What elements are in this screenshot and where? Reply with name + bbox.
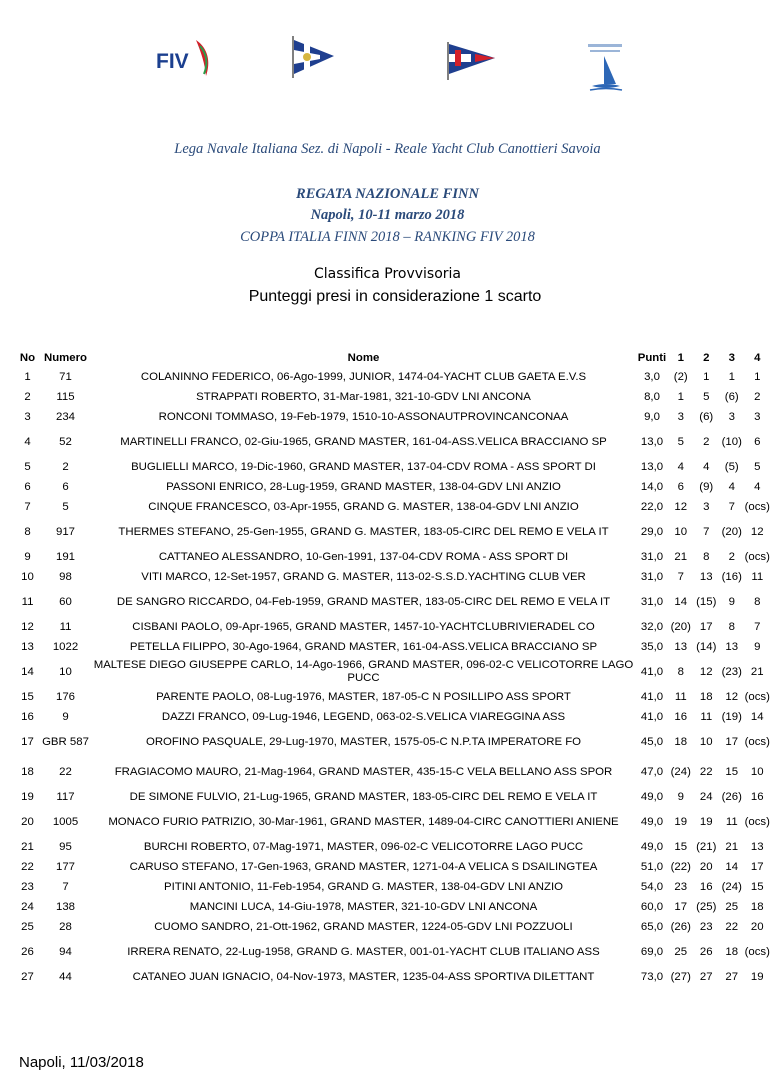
name-cell: PARENTE PAOLO, 08-Lug-1976, MASTER, 187-05-C N POSILLIPO ASS SPORT [156,690,571,703]
name-cell: CATTANEO ALESSANDRO, 10-Gen-1991, 137-04-CDV ROMA - ASS SPORT DI [158,550,569,563]
race-2-cell: 26 [699,945,713,958]
race-1-cell: (22) [670,860,691,873]
race-1-cell: (2) [673,370,688,383]
race-3-cell: (19) [721,710,742,723]
header-race-4: 4 [754,352,761,364]
footer-place-date: Napoli, 11/03/2018 [19,1054,144,1071]
race-1-cell: 11 [674,690,687,703]
race-3-cell: 14 [725,860,739,873]
race-3-cell: 22 [725,920,739,933]
points-cell: 45,0 [640,735,664,748]
name-cell: CATANEO JUAN IGNACIO, 04-Nov-1973, MASTER, 1235-04-ASS SPORTIVA DILETTANT [132,970,595,983]
table-header-row [15,349,770,367]
points-cell: 13,0 [640,435,664,448]
header-race-3: 3 [728,352,735,364]
name-cell: MARTINELLI FRANCO, 02-Giu-1965, GRAND MASTER, 161-04-ASS.VELICA BRACCIANO SP [120,435,607,448]
sail-number-cell: 177 [55,860,75,873]
sail-number-cell: 115 [56,390,75,403]
race-3-cell: 18 [725,945,739,958]
table-row [15,707,770,727]
rank-cell: 5 [24,460,31,473]
header-punti: Punti [637,352,667,364]
rank-cell: 20 [21,815,34,828]
name-cell: CARUSO STEFANO, 17-Gen-1963, GRAND MASTER, 1271-04-A VELICA S DSAILINGTEA [129,860,598,873]
race-4-cell: 21 [750,665,764,678]
points-cell: 49,0 [640,790,664,803]
sail-number-cell: 2 [62,460,69,473]
sail-number-cell: 6 [62,480,69,493]
points-cell: 31,0 [640,570,664,583]
rank-cell: 27 [21,970,34,983]
race-2-cell: 18 [699,690,713,703]
race-4-cell: 9 [754,640,761,653]
race-2-cell: (15) [696,595,717,608]
name-cell: CUOMO SANDRO, 21-Ott-1962, GRAND MASTER, 1224-05-GDV LNI POZZUOLI [154,920,573,933]
rank-cell: 13 [21,640,34,653]
race-3-cell: 17 [725,735,739,748]
table-row [15,387,770,407]
name-cell: OROFINO PASQUALE, 29-Lug-1970, MASTER, 1575-05-C N.P.TA IMPERATORE FO [145,735,582,748]
sail-number-cell: 1022 [52,640,79,653]
race-1-cell: 15 [674,840,688,853]
sail-number-cell: 28 [59,920,72,933]
sail-number-cell: 60 [59,595,72,608]
race-4-cell: 17 [750,860,764,873]
sail-number-cell: 1005 [52,815,79,828]
name-cell: IRRERA RENATO, 22-Lug-1958, GRAND G. MASTER, 001-01-YACHT CLUB ITALIANO ASS [127,945,600,958]
race-4-cell: 7 [754,620,761,633]
rank-cell: 8 [24,525,31,538]
table-row [15,787,770,807]
points-cell: 49,0 [640,840,664,853]
table-row [15,367,770,387]
race-2-cell: 8 [703,550,710,563]
race-4-cell: (ocs) [744,690,770,703]
table-row [15,657,770,687]
header-race-2: 2 [703,352,710,364]
rank-cell: 19 [21,790,34,803]
sail-number-cell: 9 [62,710,69,723]
name-cell: DAZZI FRANCO, 09-Lug-1946, LEGEND, 063-02-S.VELICA VIAREGGINA ASS [161,710,566,723]
rank-cell: 4 [24,435,31,448]
rycc-savoia-burgee-icon [445,40,497,82]
race-2-cell: 16 [699,880,713,893]
race-1-cell: 17 [674,900,688,913]
race-2-cell: 24 [699,790,713,803]
race-4-cell: 12 [750,525,764,538]
points-cell: 65,0 [640,920,664,933]
points-cell: 14,0 [640,480,664,493]
race-4-cell: 2 [754,390,761,403]
table-row [15,497,770,517]
sail-number-cell: 95 [59,840,72,853]
name-cell: MALTESE DIEGO GIUSEPPE CARLO, 14-Ago-1966, GRAND MASTER, 096-02-C VELICOTORRE LAGO PUCC [93,659,634,684]
race-4-cell: 14 [750,710,764,723]
points-cell: 41,0 [640,690,664,703]
race-2-cell: (25) [696,900,717,913]
header-no: No [19,352,36,364]
race-2-cell: 3 [703,500,710,513]
rank-cell: 9 [24,550,31,563]
classification-title: Classifica Provvisoria [313,266,462,282]
race-2-cell: 5 [703,390,710,403]
header-numero: Numero [43,352,88,364]
race-2-cell: 19 [699,815,713,828]
race-3-cell: 15 [725,765,739,778]
race-2-cell: 10 [699,735,713,748]
table-row [15,617,770,637]
sail-number-cell: 5 [62,500,69,513]
race-3-cell: (16) [721,570,742,583]
points-cell: 32,0 [640,620,664,633]
name-cell: COLANINNO FEDERICO, 06-Ago-1999, JUNIOR, 1474-04-YACHT CLUB GAETA E.V.S [140,370,587,383]
race-4-cell: 13 [750,840,764,853]
event-cup: COPPA ITALIA FINN 2018 – RANKING FIV 2018 [240,229,535,245]
race-1-cell: 9 [677,790,684,803]
race-1-cell: (20) [670,620,691,633]
name-cell: MANCINI LUCA, 14-Giu-1978, MASTER, 321-10-GDV LNI ANCONA [189,900,538,913]
race-3-cell: (20) [721,525,742,538]
name-cell: BUGLIELLI MARCO, 19-Dic-1960, GRAND MASTER, 137-04-CDV ROMA - ASS SPORT DI [131,460,596,473]
race-4-cell: 3 [754,410,761,423]
points-cell: 22,0 [640,500,664,513]
race-2-cell: 11 [700,710,713,723]
race-3-cell: 25 [725,900,739,913]
race-3-cell: 12 [725,690,739,703]
sail-number-cell: 191 [55,550,75,563]
name-cell: VITI MARCO, 12-Set-1957, GRAND G. MASTER, 113-02-S.S.D.YACHTING CLUB VER [141,570,586,583]
race-2-cell: 17 [699,620,713,633]
race-1-cell: 13 [674,640,688,653]
race-2-cell: 23 [699,920,713,933]
sail-number-cell: 98 [59,570,72,583]
race-1-cell: 12 [674,500,688,513]
organizer-line: Lega Navale Italiana Sez. di Napoli - Reale Yacht Club Canottieri Savoia [174,141,601,157]
race-4-cell: 10 [750,765,764,778]
points-cell: 29,0 [640,525,664,538]
race-4-cell: (ocs) [744,815,770,828]
table-row [15,917,770,937]
table-row [15,757,770,787]
sail-number-cell: 234 [55,410,75,423]
race-1-cell: (27) [670,970,691,983]
sail-number-cell: 44 [59,970,72,983]
results-table [15,349,770,987]
name-cell: PETELLA FILIPPO, 30-Ago-1964, GRAND MASTER, 161-04-ASS.VELICA BRACCIANO SP [129,640,598,653]
race-4-cell: 18 [750,900,764,913]
points-cell: 13,0 [640,460,664,473]
rank-cell: 17 [21,735,34,748]
race-2-cell: 1 [703,370,710,383]
table-row [15,517,770,547]
name-cell: BURCHI ROBERTO, 07-Mag-1971, MASTER, 096-02-C VELICOTORRE LAGO PUCC [143,840,584,853]
points-cell: 47,0 [640,765,664,778]
table-row [15,637,770,657]
table-row [15,687,770,707]
race-4-cell: 19 [750,970,764,983]
rank-cell: 25 [21,920,34,933]
race-4-cell: (ocs) [744,550,770,563]
lni-burgee-icon [290,34,336,80]
race-4-cell: (ocs) [744,945,770,958]
name-cell: MONACO FURIO PATRIZIO, 30-Mar-1961, GRAND MASTER, 1489-04-CIRC CANOTTIERI ANIENE [108,815,619,828]
race-3-cell: (26) [721,790,742,803]
rank-cell: 10 [21,570,34,583]
name-cell: RONCONI TOMMASO, 19-Feb-1979, 1510-10-ASSONAUTPROVINCANCONAA [158,410,569,423]
race-2-cell: (6) [699,410,714,423]
race-4-cell: 11 [751,570,764,583]
race-4-cell: 4 [754,480,761,493]
race-2-cell: (21) [696,840,717,853]
sail-number-cell: 10 [59,665,72,678]
logo-bar [0,34,775,94]
race-3-cell: (23) [721,665,742,678]
race-2-cell: 7 [703,525,710,538]
points-cell: 8,0 [644,390,660,403]
table-row [15,587,770,617]
sail-number-cell: 11 [59,620,72,633]
points-cell: 69,0 [640,945,664,958]
sail-number-cell: 176 [55,690,75,703]
table-row [15,457,770,477]
race-3-cell: 8 [728,620,735,633]
race-3-cell: (5) [724,460,739,473]
finn-class-logo [586,38,626,94]
race-1-cell: 8 [677,665,684,678]
table-row [15,837,770,857]
race-2-cell: 2 [703,435,710,448]
table-row [15,857,770,877]
race-2-cell: 22 [699,765,713,778]
race-3-cell: 4 [728,480,735,493]
rank-cell: 26 [21,945,34,958]
sail-number-cell: GBR 587 [42,735,89,748]
rank-cell: 15 [21,690,34,703]
race-3-cell: 2 [728,550,735,563]
table-row [15,477,770,497]
table-row [15,807,770,837]
sail-number-cell: 71 [59,370,72,383]
race-4-cell: 5 [754,460,761,473]
table-row [15,427,770,457]
race-1-cell: 25 [674,945,688,958]
points-cell: 73,0 [640,970,664,983]
fiv-logo-text: FIV [156,50,189,73]
race-3-cell: 13 [725,640,739,653]
race-4-cell: (ocs) [744,500,770,513]
rank-cell: 7 [24,500,31,513]
name-cell: THERMES STEFANO, 25-Gen-1955, GRAND G. MASTER, 183-05-CIRC DEL REMO E VELA IT [118,525,609,538]
rank-cell: 2 [24,390,31,403]
name-cell: CISBANI PAOLO, 09-Apr-1965, GRAND MASTER, 1457-10-YACHTCLUBRIVIERADEL CO [132,620,595,633]
rank-cell: 14 [21,665,34,678]
points-cell: 51,0 [640,860,664,873]
name-cell: FRAGIACOMO MAURO, 21-Mag-1964, GRAND MASTER, 435-15-C VELA BELLANO ASS SPOR [114,765,613,778]
table-row [15,727,770,757]
race-4-cell: 16 [750,790,764,803]
race-1-cell: 6 [677,480,684,493]
rank-cell: 23 [21,880,34,893]
scoring-note: Punteggi presi in considerazione 1 scarto [248,288,542,305]
name-cell: PASSONI ENRICO, 28-Lug-1959, GRAND MASTER, 138-04-GDV LNI ANZIO [166,480,561,493]
sail-number-cell: 7 [62,880,69,893]
race-2-cell: 13 [699,570,713,583]
table-row [15,567,770,587]
race-2-cell: (9) [699,480,714,493]
race-1-cell: (26) [670,920,691,933]
race-3-cell: 3 [728,410,735,423]
race-1-cell: 16 [674,710,688,723]
sail-number-cell: 138 [55,900,75,913]
name-cell: DE SANGRO RICCARDO, 04-Feb-1959, GRAND MASTER, 183-05-CIRC DEL REMO E VELA IT [116,595,611,608]
race-1-cell: 19 [674,815,688,828]
race-3-cell: 11 [725,815,738,828]
race-3-cell: 21 [725,840,739,853]
race-1-cell: 18 [674,735,688,748]
race-2-cell: 20 [699,860,713,873]
race-4-cell: (ocs) [744,735,770,748]
rank-cell: 3 [24,410,31,423]
race-3-cell: 1 [728,370,735,383]
race-2-cell: 12 [699,665,713,678]
name-cell: PITINI ANTONIO, 11-Feb-1954, GRAND G. MASTER, 138-04-GDV LNI ANZIO [164,880,563,893]
points-cell: 31,0 [640,595,664,608]
race-4-cell: 8 [754,595,761,608]
race-3-cell: 9 [728,595,735,608]
race-1-cell: 5 [677,435,684,448]
race-4-cell: 6 [754,435,761,448]
points-cell: 3,0 [644,370,660,383]
points-cell: 31,0 [640,550,664,563]
race-1-cell: (24) [670,765,691,778]
race-1-cell: 1 [677,390,684,403]
sail-number-cell: 94 [59,945,72,958]
points-cell: 9,0 [644,410,660,423]
race-1-cell: 10 [674,525,688,538]
table-row [15,897,770,917]
race-1-cell: 14 [674,595,688,608]
table-row [15,937,770,967]
table-row [15,547,770,567]
sail-number-cell: 117 [56,790,75,803]
race-1-cell: 4 [677,460,684,473]
points-cell: 35,0 [640,640,664,653]
race-3-cell: (10) [721,435,742,448]
header-race-1: 1 [677,352,684,364]
table-row [15,877,770,897]
race-2-cell: (14) [696,640,717,653]
rank-cell: 22 [21,860,34,873]
race-3-cell: (6) [724,390,739,403]
points-cell: 41,0 [640,665,664,678]
name-cell: STRAPPATI ROBERTO, 31-Mar-1981, 321-10-GDV LNI ANCONA [196,390,531,403]
rank-cell: 12 [21,620,34,633]
sail-number-cell: 22 [59,765,72,778]
rank-cell: 18 [21,765,34,778]
name-cell: CINQUE FRANCESCO, 03-Apr-1955, GRAND G. MASTER, 138-04-GDV LNI ANZIO [148,500,579,513]
rank-cell: 24 [21,900,34,913]
race-4-cell: 1 [754,370,761,383]
rank-cell: 1 [24,370,31,383]
points-cell: 49,0 [640,815,664,828]
points-cell: 41,0 [640,710,664,723]
race-4-cell: 20 [750,920,764,933]
race-1-cell: 3 [677,410,684,423]
race-3-cell: (24) [721,880,742,893]
race-2-cell: 27 [699,970,713,983]
event-date: Napoli, 10-11 marzo 2018 [310,207,465,223]
event-title: REGATA NAZIONALE FINN [296,186,479,202]
sail-number-cell: 52 [59,435,72,448]
table-row [15,967,770,987]
header-nome: Nome [347,352,380,364]
race-1-cell: 21 [674,550,688,563]
race-4-cell: 15 [750,880,764,893]
race-1-cell: 7 [677,570,684,583]
rank-cell: 21 [21,840,34,853]
name-cell: DE SIMONE FULVIO, 21-Lug-1965, GRAND MASTER, 183-05-CIRC DEL REMO E VELA IT [129,790,598,803]
rank-cell: 16 [21,710,34,723]
race-3-cell: 27 [725,970,739,983]
sail-number-cell: 917 [55,525,75,538]
table-row [15,407,770,427]
rank-cell: 6 [24,480,31,493]
race-1-cell: 23 [674,880,688,893]
points-cell: 60,0 [640,900,664,913]
race-3-cell: 7 [728,500,735,513]
race-2-cell: 4 [703,460,710,473]
fiv-logo [156,38,216,78]
points-cell: 54,0 [640,880,664,893]
rank-cell: 11 [21,595,34,608]
